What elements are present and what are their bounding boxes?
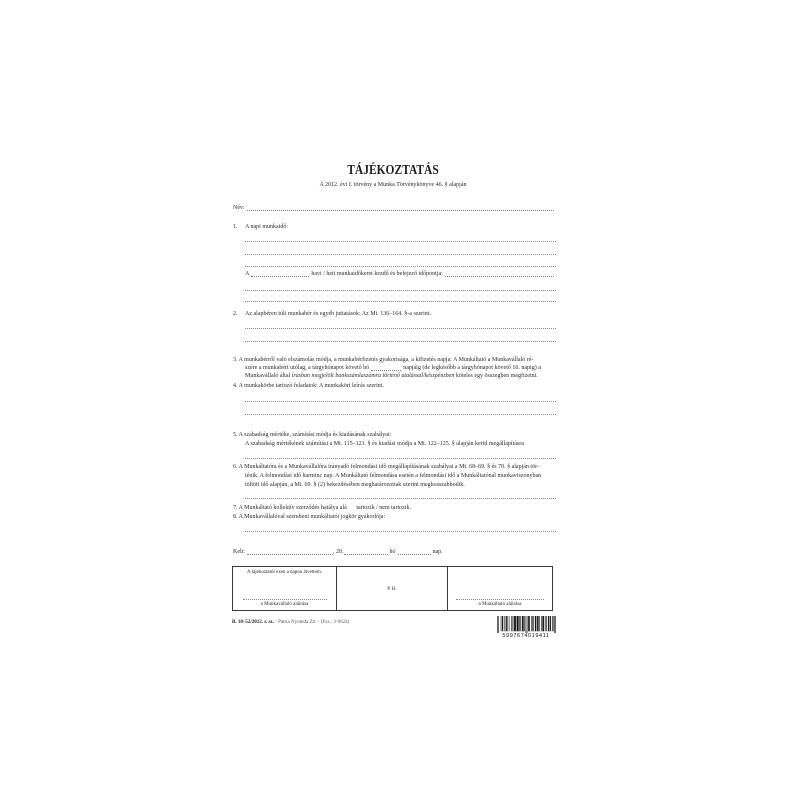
barcode-bar bbox=[516, 616, 517, 631]
footer-line bbox=[232, 620, 349, 626]
frame-period-fill bbox=[445, 276, 554, 277]
item-5-line-1 bbox=[233, 432, 391, 439]
barcode-bar bbox=[537, 616, 538, 631]
barcode-bar bbox=[511, 616, 512, 631]
barcode-bar bbox=[539, 616, 540, 631]
barcode-bar bbox=[523, 616, 524, 631]
barcode-bar bbox=[546, 616, 547, 631]
barcode-bar bbox=[550, 616, 551, 631]
item-3-text: A munkabérről való elszámolás módja, a munkabérfizetés gyakorisága, a kifizetés napja: A Munkáltató a Munkavállaló ré- bbox=[238, 357, 534, 363]
barcode-bar bbox=[535, 616, 536, 631]
item-2-fill-line bbox=[245, 341, 556, 342]
barcode-bar bbox=[541, 616, 542, 631]
item-6-line-3: töltött idő alapján, a Mt. 69. § (2) bekezdésében meghatározottak szerint meghosszabbodik. bbox=[245, 482, 465, 488]
day-fill bbox=[398, 554, 431, 555]
barcode-bar bbox=[507, 616, 508, 631]
year-fill bbox=[344, 554, 388, 555]
item-1-fill-line bbox=[245, 301, 556, 302]
barcode-bar bbox=[522, 616, 523, 631]
item-1-fill-line bbox=[245, 266, 556, 267]
barcode-bar bbox=[520, 616, 521, 631]
item-6-fill-line bbox=[245, 498, 556, 499]
barcode-bar bbox=[501, 616, 502, 631]
barcode-bar bbox=[548, 616, 549, 631]
barcode-bar bbox=[514, 616, 515, 631]
item-5-fill-line bbox=[245, 458, 556, 459]
year-prefix: , 20. bbox=[333, 549, 344, 555]
item-3-line-1 bbox=[233, 357, 533, 364]
barcode-bar bbox=[553, 616, 554, 631]
barcode-bar bbox=[550, 616, 551, 631]
item-6-line-2: ténik. A felmondási idő harminc nap. A Munkáltató felmondása esetén a felmondási idő a Munkáltatónál munkaviszonyban bbox=[245, 473, 542, 479]
form-code: B. 18–52/2012. r. sz. bbox=[232, 620, 274, 625]
frame-text: havi / heti munkaidőkeret kezdő és befejező időpontja: bbox=[311, 271, 443, 277]
barcode-bar bbox=[504, 616, 505, 631]
document-title: TÁJÉKOZTATÁS bbox=[347, 163, 439, 178]
barcode-bar bbox=[531, 616, 532, 631]
date-label: Kelt: bbox=[233, 549, 245, 555]
barcode-bar bbox=[498, 616, 499, 633]
item-2-fill-line bbox=[245, 328, 556, 329]
month-label: hó bbox=[389, 549, 396, 555]
barcode-bar bbox=[554, 616, 555, 633]
item-2-label: Az alapbéren túli munkabér és egyéb juttatások: Az Mt. 136–164. §-a szerint. bbox=[245, 311, 431, 317]
barcode-bar bbox=[533, 616, 534, 631]
barcode-bar bbox=[527, 616, 528, 633]
employee-signature-label: a Munkavállaló aláírása bbox=[260, 602, 309, 607]
item-3-line-2-start: szére a munkabért utólag, a tárgyhónapot követő hó bbox=[245, 365, 370, 371]
name-fill-line bbox=[247, 210, 554, 211]
barcode-bar bbox=[529, 616, 530, 631]
barcode-bar bbox=[526, 616, 527, 633]
stamp-label: P. H. bbox=[387, 587, 397, 592]
item-3-number: 3. bbox=[233, 357, 238, 363]
barcode-bar bbox=[503, 616, 504, 631]
item-7-number: 7. bbox=[233, 505, 238, 511]
item-1-frame-line bbox=[245, 271, 556, 278]
date-line bbox=[233, 549, 443, 556]
day-label: nap. bbox=[432, 549, 443, 555]
item-3-line-2-end: napjáig (de legkésőbb a tárgyhónapot követő 10. napig) a bbox=[403, 365, 541, 371]
barcode-bar bbox=[552, 616, 553, 631]
document-subtitle: A 2012. évi I. törvény a Munka Törvénykönyve 46. § alapján bbox=[319, 182, 467, 188]
frame-prefix: A bbox=[245, 271, 250, 277]
barcode-bar bbox=[515, 616, 516, 631]
barcode-bar bbox=[549, 616, 550, 631]
item-1-fill-line bbox=[245, 241, 556, 242]
barcode-bar bbox=[513, 616, 514, 631]
employee-signature-line bbox=[243, 599, 327, 600]
item-6-line-1 bbox=[233, 464, 539, 471]
item-8-label: A Munkavállalóval szembeni munkáltatói jogkör gyakorlója: bbox=[238, 514, 386, 520]
item-2-number: 2. bbox=[233, 311, 238, 317]
barcode-bar bbox=[519, 616, 520, 631]
barcode-bar bbox=[542, 616, 543, 631]
barcode-bar bbox=[517, 616, 518, 631]
item-3-line-3-italic: írásban megjelölt bankszámlaszámra történő utalással/készpénzben bbox=[291, 373, 455, 379]
employer-signature-label: a Munkáltató aláírása bbox=[478, 602, 522, 607]
item-5-label: A szabadság mértéke, számítási módja és kiadásának szabályai: bbox=[238, 432, 392, 438]
place-fill bbox=[247, 554, 333, 555]
item-3-line-3-start: Munkavállaló által bbox=[245, 373, 291, 379]
barcode-bar bbox=[522, 616, 523, 631]
item-4-label: A munkakörbe tartozó feladatok: A munkaköri leírás szerint. bbox=[238, 383, 384, 389]
item-5-line-2: A szabadság mértékének számítási a Mt. 115–121. § és kiadási módja a Mt. 122–125. § alapján kerül megállapításra bbox=[245, 441, 524, 447]
item-8-fill-line bbox=[245, 531, 556, 532]
barcode-bar bbox=[532, 616, 533, 631]
item-4-line bbox=[233, 383, 384, 390]
barcode bbox=[497, 616, 556, 633]
barcode-bar bbox=[528, 616, 529, 631]
barcode-bar bbox=[509, 616, 510, 631]
item-5-number: 5. bbox=[233, 432, 238, 438]
item-3-line-2 bbox=[245, 365, 541, 372]
item-7-line bbox=[233, 505, 411, 512]
item-4-number: 4. bbox=[233, 383, 238, 389]
item-8-number: 8. bbox=[233, 514, 238, 520]
barcode-bar bbox=[514, 616, 515, 631]
item-1-number: 1. bbox=[233, 224, 238, 230]
barcode-bar bbox=[518, 616, 519, 631]
item-3-line-3-end: köteles egy összegben megfizetni. bbox=[455, 373, 538, 379]
item-4-fill-line bbox=[245, 414, 556, 415]
barcode-bar bbox=[529, 616, 530, 631]
payday-fill bbox=[371, 370, 401, 371]
item-7-label: A Munkáltató kollektív szerződés hatálya alá bbox=[238, 505, 347, 511]
barcode-bar bbox=[555, 616, 556, 633]
barcode-bar bbox=[537, 616, 538, 631]
barcode-bar bbox=[545, 616, 546, 631]
barcode-bar bbox=[517, 616, 518, 631]
name-line bbox=[233, 205, 556, 212]
item-6-text: A Munkáltatóra és a Munkavállalóra irányadó felmondási idő megállapításának szabályai a Mt. 68–69. § és 70. § alapján tör- bbox=[238, 464, 539, 470]
signature-table bbox=[232, 566, 553, 611]
item-8-line bbox=[233, 514, 385, 521]
item-4-fill-line bbox=[245, 401, 556, 402]
received-text: A tájékoztatót ezen a napon átvettem. bbox=[247, 570, 322, 575]
item-1-label: A napi munkaidő: bbox=[245, 224, 288, 230]
barcode-bar bbox=[524, 616, 525, 631]
barcode-bar bbox=[497, 616, 498, 633]
frame-fill bbox=[251, 276, 309, 277]
employer-signature-line bbox=[456, 599, 544, 600]
barcode-bar bbox=[506, 616, 507, 631]
printer-info: - Pátria Nyomda Zrt. - (Fsz.: 3-9624) bbox=[275, 620, 350, 625]
barcode-bar bbox=[544, 616, 545, 631]
item-6-number: 6. bbox=[233, 464, 238, 470]
item-3-line-3 bbox=[245, 373, 538, 380]
item-7-options: tartozik / nem tartozik. bbox=[356, 505, 411, 511]
name-label: Név: bbox=[233, 205, 245, 211]
barcode-bar bbox=[536, 616, 537, 631]
item-1-fill-line bbox=[245, 254, 556, 255]
barcode-bar bbox=[538, 616, 539, 631]
barcode-bar bbox=[502, 616, 503, 631]
barcode-number: 5997674019411 bbox=[502, 633, 550, 639]
barcode-bar bbox=[543, 616, 544, 631]
item-1-fill-line bbox=[245, 290, 556, 291]
barcode-bar bbox=[506, 616, 507, 631]
